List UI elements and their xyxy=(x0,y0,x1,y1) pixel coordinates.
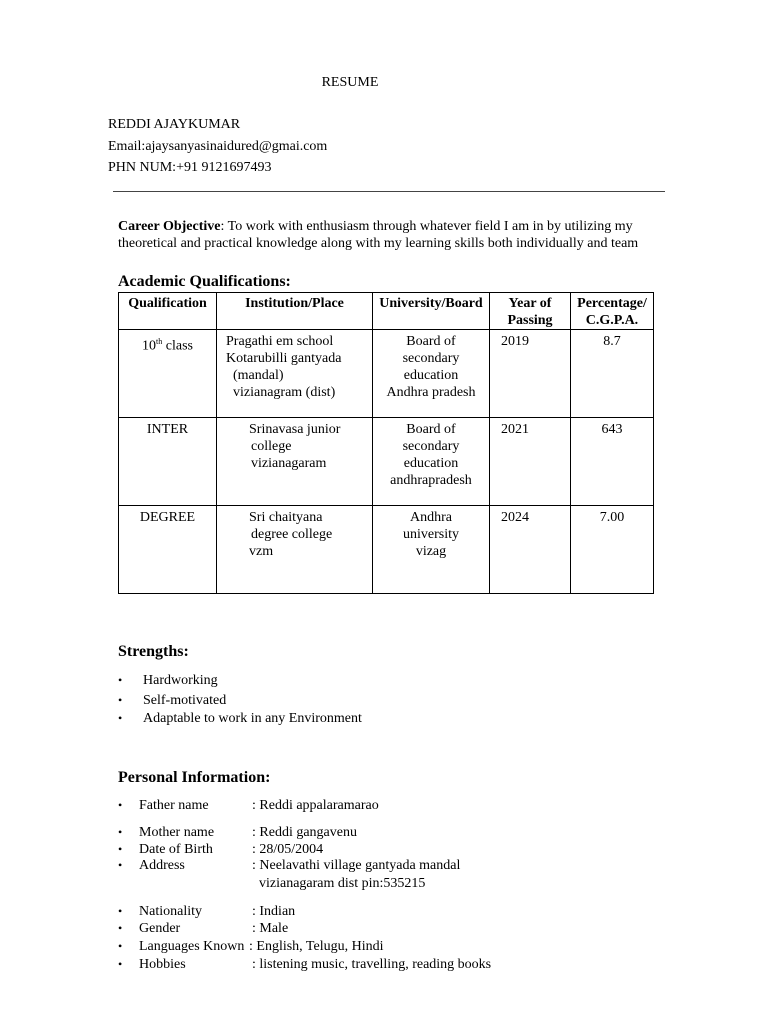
personal-label: Father name xyxy=(139,798,209,813)
year-cell xyxy=(490,506,571,594)
board-line: Andhra xyxy=(410,510,452,525)
personal-heading: Personal Information: xyxy=(118,769,271,786)
board-line: education xyxy=(403,456,459,471)
bullet-icon: • xyxy=(118,921,123,935)
board-line: education xyxy=(403,368,459,383)
bullet-icon: • xyxy=(118,711,123,725)
personal-label: Date of Birth xyxy=(139,842,213,857)
personal-value-continued: vizianagaram dist pin:535215 xyxy=(259,876,426,891)
bullet-icon: • xyxy=(118,825,123,839)
board-line: Board of xyxy=(406,422,456,437)
personal-label: Languages Known xyxy=(139,939,245,954)
personal-value: : listening music, travelling, reading books xyxy=(252,957,492,972)
institution-line: vizianagram (dist) xyxy=(233,385,336,400)
header-board: University/Board xyxy=(373,293,490,330)
strength-item: Hardworking xyxy=(143,673,218,688)
bullet-icon: • xyxy=(118,798,123,812)
header-percentage xyxy=(571,293,654,330)
personal-label: Gender xyxy=(139,921,181,936)
bullet-icon: • xyxy=(118,858,123,872)
score-cell: 643 xyxy=(571,418,654,506)
institution-cell xyxy=(217,418,373,506)
board-cell xyxy=(373,506,490,594)
bullet-icon: • xyxy=(118,957,123,971)
header-year xyxy=(490,293,571,330)
qualification-suffix: class xyxy=(162,338,193,354)
candidate-name: REDDI AJAYKUMAR xyxy=(108,117,241,132)
personal-value: : Indian xyxy=(252,904,296,919)
header-year-text: Year of Passing xyxy=(507,296,553,328)
institution-cell xyxy=(217,506,373,594)
board-line: secondary xyxy=(402,351,460,366)
personal-value: : 28/05/2004 xyxy=(252,842,324,857)
header-percentage-text: Percentage/ C.G.P.A. xyxy=(577,296,647,328)
score-cell: 8.7 xyxy=(571,330,654,418)
bullet-icon: • xyxy=(118,693,123,707)
board-line: secondary xyxy=(402,439,460,454)
institution-cell xyxy=(217,330,373,418)
career-objective-label: Career Objective xyxy=(118,219,221,234)
personal-label: Mother name xyxy=(139,825,215,840)
table-header-row xyxy=(119,293,654,330)
document-title: RESUME xyxy=(321,75,379,90)
header-institution: Institution/Place xyxy=(217,293,373,330)
year-value: 2021 xyxy=(501,422,529,437)
strength-item: Adaptable to work in any Environment xyxy=(143,711,362,726)
year-cell xyxy=(490,330,571,418)
personal-label: Nationality xyxy=(139,904,202,919)
bullet-icon: • xyxy=(118,842,123,856)
year-value: 2019 xyxy=(501,334,529,349)
strengths-heading: Strengths: xyxy=(118,643,189,660)
board-line: university xyxy=(403,527,459,542)
table-row xyxy=(119,418,654,506)
board-line: andhrapradesh xyxy=(390,473,472,488)
qualification-cell: INTER xyxy=(119,418,217,506)
institution-line: Srinavasa junior xyxy=(249,422,341,437)
email-line: Email:ajaysanyasinaidured@gmai.com xyxy=(108,139,328,154)
board-line: Andhra pradesh xyxy=(386,385,476,400)
institution-line: Pragathi em school xyxy=(226,334,334,349)
board-cell xyxy=(373,418,490,506)
institution-line: Sri chaityana xyxy=(249,510,323,525)
bullet-icon: • xyxy=(118,904,123,918)
academic-table xyxy=(118,292,654,594)
institution-line: (mandal) xyxy=(233,368,284,383)
institution-line: vzm xyxy=(249,544,274,559)
phone-line: PHN NUM:+91 9121697493 xyxy=(108,160,272,175)
board-line: Board of xyxy=(406,334,456,349)
header-qualification: Qualification xyxy=(119,293,217,330)
score-cell: 7.00 xyxy=(571,506,654,594)
career-objective-text: : To work with enthusiasm through whatever field I am in by utilizing my theoretical and practical knowledge along with my learning skills both individually and team xyxy=(118,219,639,251)
board-line: vizag xyxy=(415,544,447,559)
personal-label: Address xyxy=(139,858,185,873)
personal-value: : Reddi appalaramarao xyxy=(252,798,379,813)
institution-line: vizianagaram xyxy=(251,456,327,471)
year-value: 2024 xyxy=(501,510,529,525)
academic-heading: Academic Qualifications: xyxy=(118,273,291,290)
strength-item: Self-motivated xyxy=(143,693,227,708)
qualification-text: 10 xyxy=(142,338,157,354)
qualification-cell xyxy=(119,330,217,418)
institution-line: college xyxy=(251,439,292,454)
year-cell xyxy=(490,418,571,506)
bullet-icon: • xyxy=(118,939,123,953)
institution-line: Kotarubilli gantyada xyxy=(226,351,342,366)
career-objective xyxy=(118,218,678,252)
table-row xyxy=(119,506,654,594)
qualification-sup: th xyxy=(156,337,163,346)
personal-value: : English, Telugu, Hindi xyxy=(249,939,384,954)
institution-line: degree college xyxy=(251,527,333,542)
personal-value: : Reddi gangavenu xyxy=(252,825,357,840)
board-cell xyxy=(373,330,490,418)
horizontal-divider xyxy=(113,191,665,192)
personal-label: Hobbies xyxy=(139,957,186,972)
personal-value: : Male xyxy=(252,921,289,936)
table-row xyxy=(119,330,654,418)
personal-value: : Neelavathi village gantyada mandal xyxy=(252,858,461,873)
qualification-cell: DEGREE xyxy=(119,506,217,594)
bullet-icon: • xyxy=(118,673,123,687)
